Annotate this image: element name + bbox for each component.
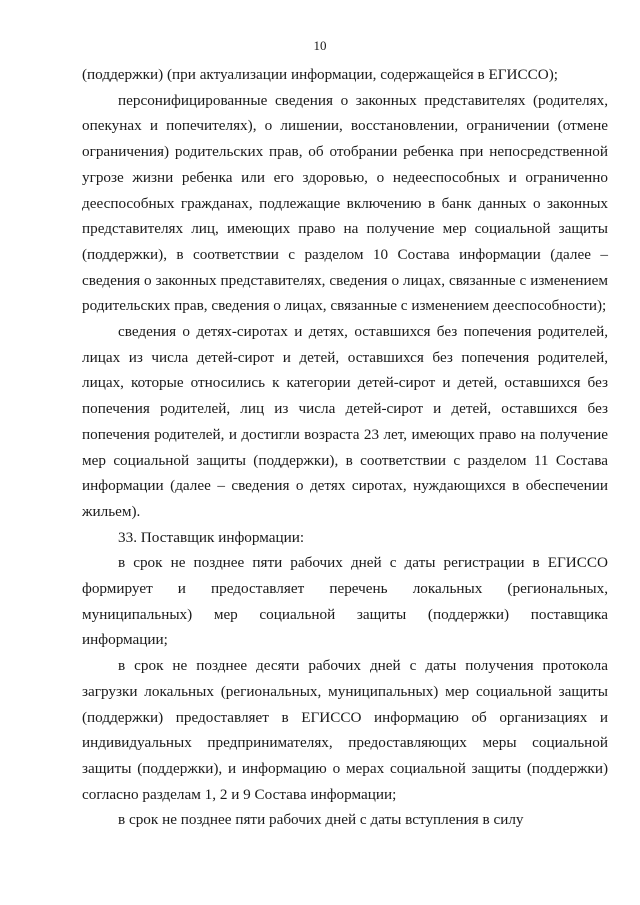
page-number: 10	[313, 38, 327, 53]
section-33-heading: 33. Поставщик информации:	[118, 528, 305, 546]
document-body	[82, 62, 608, 833]
paragraph-organizations-info: в срок не позднее десяти рабочих дней с даты получения протокола загрузки локальных (региональных, муниципальных) мер социальной защиты (поддержки) предоставляет в ЕГИССО информацию об организациях и индивидуальных предпринимателях, предоставляющих меры социальной защиты (поддержки), и информацию о мерах социальной защиты (поддержки) согласно разделам 1, 2 и 9 Состава информации;	[82, 657, 608, 803]
paragraph-entry-into-force: в срок не позднее пяти рабочих дней с даты вступления в силу	[118, 811, 524, 829]
paragraph-legal-representatives: персонифицированные сведения о законных представителях (родителях, опекунах и попечителях), о лишении, восстановлении, ограничении (отмене ограничения) родительских прав, об отобрании ребенка при непосредственной угрозе жизни ребенка или его здоровью, о недееспособных и ограниченно дееспособных гражданах, подлежащие включению в банк данных о законных представителях лиц, имеющих право на получение мер социальной защиты (поддержки), в соответствии с разделом 10 Состава информации (далее – сведения о законных представителях, сведения о лицах, связанные с изменением родительских прав, сведения о лицах, связанные с изменением дееспособности);	[82, 91, 608, 315]
paragraph-continuation: (поддержки) (при актуализации информации, содержащейся в ЕГИССО);	[82, 66, 558, 83]
paragraph-local-measures-list: в срок не позднее пяти рабочих дней с даты регистрации в ЕГИССО формирует и предоставляет перечень локальных (региональных, муниципальных) мер социальной защиты (поддержки) поставщика информации;	[82, 554, 608, 649]
paragraph-orphans: сведения о детях-сиротах и детях, оставшихся без попечения родителей, лицах из числа детей-сирот и детей, оставшихся без попечения родителей, лицах, которые относились к категории детей-сирот и детей, оставшихся без попечения родителей, лиц из числа детей-сирот и детей, оставшихся без попечения родителей, и достигли возраста 23 лет, имеющих право на получение мер социальной защиты (поддержки), в соответствии с разделом 11 Состава информации (далее – сведения о детях сиротах, нуждающихся в обеспечении жильем).	[82, 323, 608, 520]
